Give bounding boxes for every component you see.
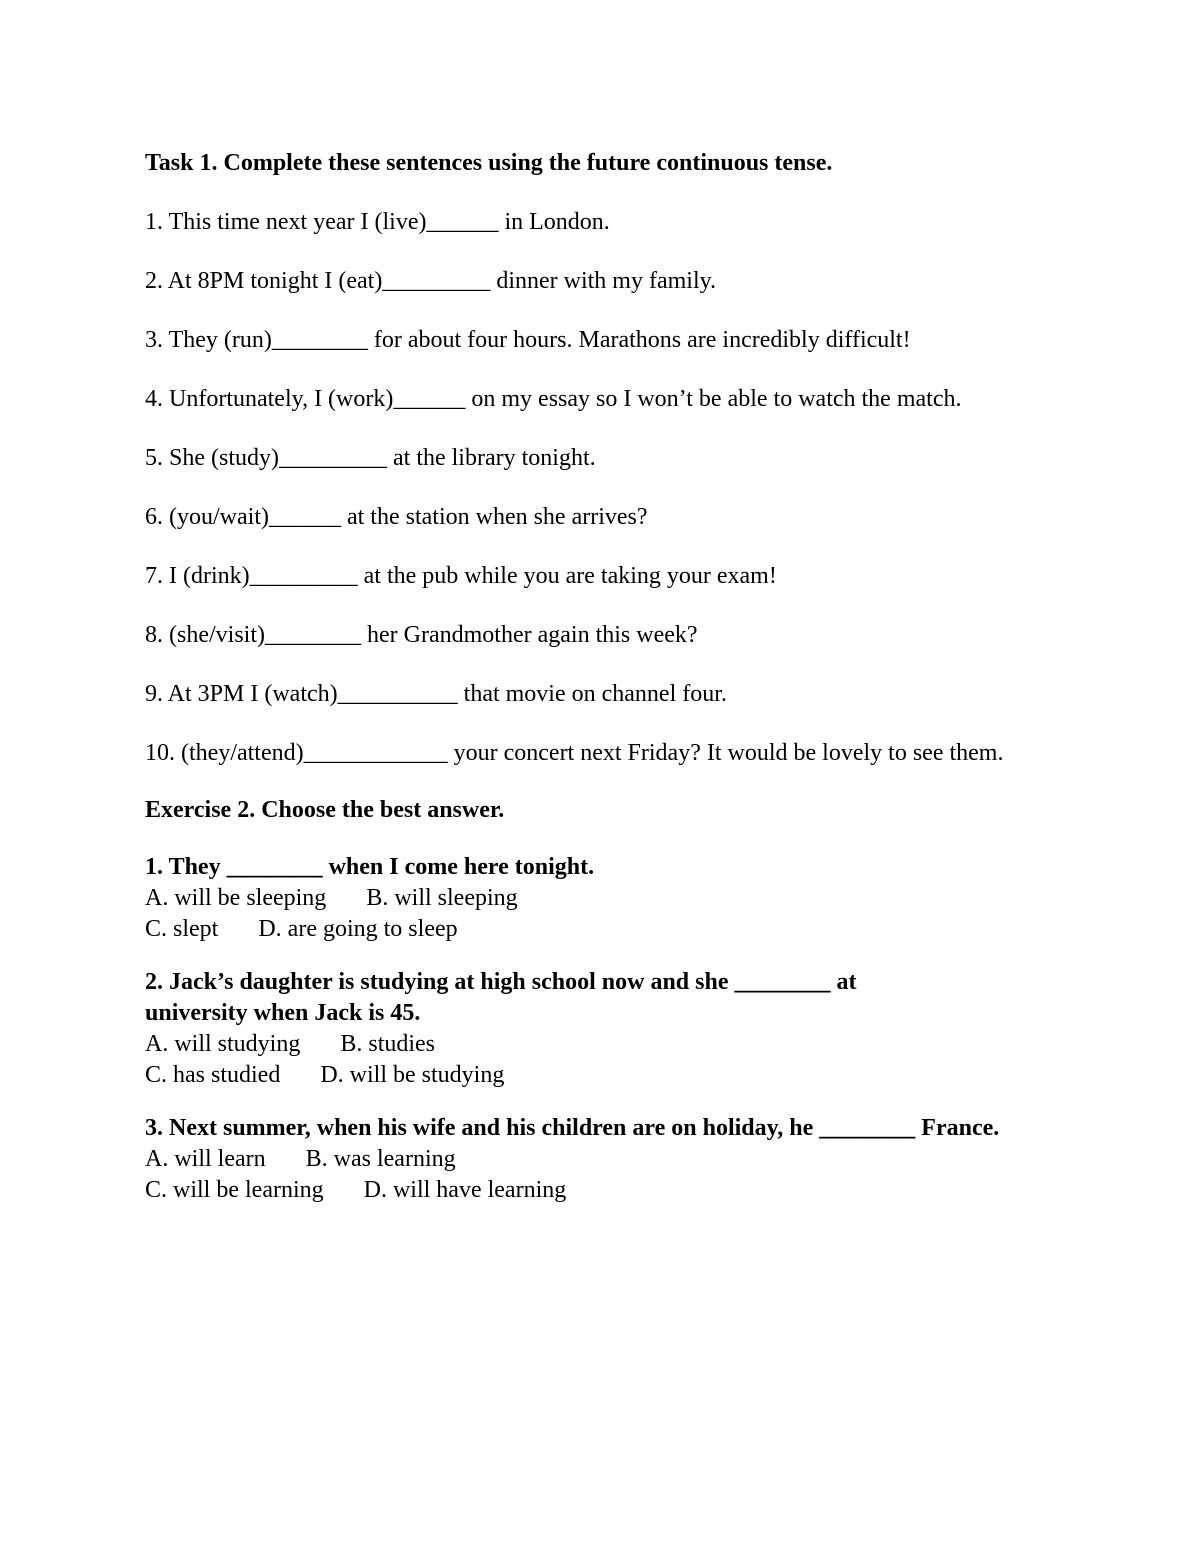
options-row (145, 1060, 1053, 1091)
question-text: 1. They ________ when I come here tonight. (145, 854, 595, 880)
options-row (145, 914, 1053, 945)
question-text: 2. Jack’s daughter is studying at high school now and she ________ at university when Jack is 45. (145, 969, 857, 1026)
task1-heading: Task 1. Complete these sentences using the future continuous tense. (145, 150, 833, 176)
task1-item: 7. I (drink)_________ at the pub while you are taking your exam! (145, 563, 777, 589)
exercise2-heading: Exercise 2. Choose the best answer. (145, 797, 505, 823)
option-d: D. are going to sleep (258, 916, 458, 942)
task1-item: 8. (she/visit)________ her Grandmother again this week? (145, 622, 698, 648)
options-row (145, 1175, 1053, 1206)
options-row (145, 1029, 1053, 1060)
option-b: B. will sleeping (366, 885, 518, 911)
task1-item: 3. They (run)________ for about four hours. Marathons are incredibly difficult! (145, 327, 911, 353)
question-2 (145, 967, 1053, 1091)
options-row (145, 883, 1053, 914)
question-text: 3. Next summer, when his wife and his children are on holiday, he ________ France. (145, 1115, 1000, 1141)
option-c: C. will be learning (145, 1177, 324, 1203)
task1-item: 4. Unfortunately, I (work)______ on my essay so I won’t be able to watch the match. (145, 386, 962, 412)
option-c: C. has studied (145, 1062, 281, 1088)
options-row (145, 1144, 1053, 1175)
task1-item: 1. This time next year I (live)______ in London. (145, 209, 610, 235)
question-1 (145, 852, 1053, 945)
option-a: A. will studying (145, 1031, 301, 1057)
option-b: B. studies (340, 1031, 436, 1057)
task1-item: 10. (they/attend)____________ your concert next Friday? It would be lovely to see them. (145, 740, 1004, 766)
option-a: A. will be sleeping (145, 885, 327, 911)
task1-item: 6. (you/wait)______ at the station when she arrives? (145, 504, 648, 530)
option-a: A. will learn (145, 1146, 266, 1172)
task1-item: 5. She (study)_________ at the library tonight. (145, 445, 596, 471)
option-d: D. will be studying (320, 1062, 505, 1088)
task1-item: 2. At 8PM tonight I (eat)_________ dinner with my family. (145, 268, 717, 294)
option-c: C. slept (145, 916, 219, 942)
task1-item: 9. At 3PM I (watch)__________ that movie on channel four. (145, 681, 727, 707)
question-3 (145, 1113, 1053, 1206)
option-b: B. was learning (305, 1146, 456, 1172)
option-d: D. will have learning (363, 1177, 567, 1203)
worksheet-page (145, 146, 1053, 1228)
